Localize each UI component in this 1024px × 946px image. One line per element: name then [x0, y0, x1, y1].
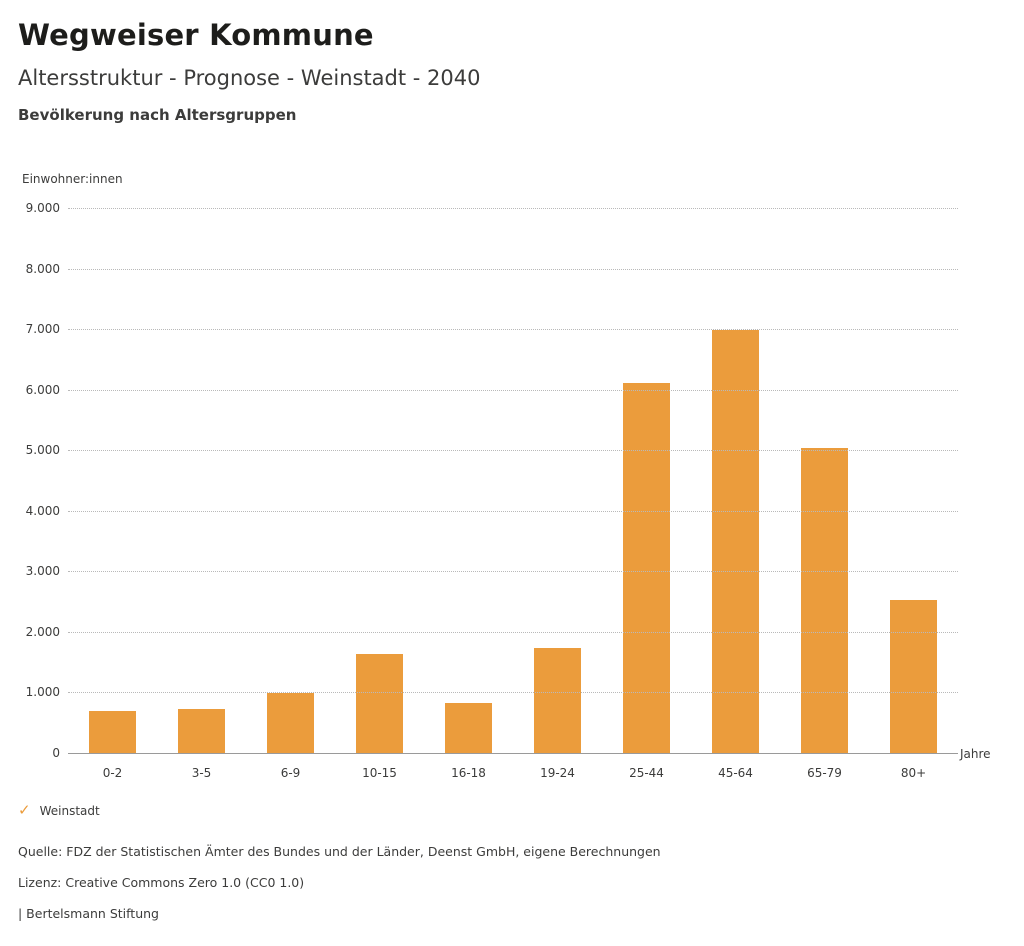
bar[interactable]	[712, 330, 759, 753]
x-tick-label: 0-2	[102, 766, 123, 780]
x-tick-label: 3-5	[191, 766, 212, 780]
bar[interactable]	[356, 654, 403, 753]
gridline	[68, 571, 958, 572]
y-axis-label: Einwohner:innen	[22, 172, 123, 186]
page-subtitle: Altersstruktur - Prognose - Weinstadt - 2040	[18, 66, 481, 90]
bar[interactable]	[890, 600, 937, 753]
y-tick-label: 0	[52, 746, 60, 760]
chart-section-title: Bevölkerung nach Altersgruppen	[18, 106, 297, 124]
x-tick-label: 65-79	[807, 766, 842, 780]
plot-area	[68, 208, 958, 753]
gridline	[68, 753, 958, 754]
legend-item-label: Weinstadt	[39, 803, 100, 818]
bar[interactable]	[534, 648, 581, 753]
y-tick-label: 5.000	[25, 443, 60, 458]
bar[interactable]	[623, 383, 670, 753]
publisher-note: | Bertelsmann Stiftung	[18, 906, 159, 921]
gridline	[68, 329, 958, 330]
gridline	[68, 269, 958, 270]
y-tick-label: 1.000	[25, 685, 60, 700]
source-note: Quelle: FDZ der Statistischen Ämter des Bundes und der Länder, Deenst GmbH, eigene Berechnungen	[18, 844, 661, 859]
gridline	[68, 692, 958, 693]
bar[interactable]	[267, 693, 314, 753]
y-tick-label: 3.000	[25, 564, 60, 579]
check-icon: ✓	[18, 801, 31, 819]
bar-series-weinstadt	[68, 208, 958, 753]
y-tick-label: 6.000	[25, 382, 60, 397]
x-tick-label: 16-18	[451, 766, 486, 780]
bar[interactable]	[178, 709, 225, 753]
y-tick-label: 7.000	[25, 322, 60, 337]
x-axis-label: Jahre	[960, 747, 991, 761]
gridline	[68, 390, 958, 391]
page-title: Wegweiser Kommune	[18, 18, 374, 52]
gridline	[68, 632, 958, 633]
license-note: Lizenz: Creative Commons Zero 1.0 (CC0 1.0)	[18, 875, 305, 890]
chart-legend[interactable]	[18, 803, 100, 818]
x-tick-label: 10-15	[362, 766, 397, 780]
y-tick-label: 4.000	[25, 503, 60, 518]
y-tick-label: 9.000	[25, 201, 60, 215]
bar[interactable]	[801, 448, 848, 753]
gridline	[68, 450, 958, 451]
x-tick-label: 45-64	[718, 766, 753, 780]
bar[interactable]	[445, 703, 492, 753]
y-tick-label: 2.000	[25, 624, 60, 639]
bar[interactable]	[89, 711, 136, 753]
gridline	[68, 208, 958, 209]
x-tick-label: 80+	[900, 766, 927, 780]
x-tick-label: 19-24	[540, 766, 575, 780]
x-tick-label: 6-9	[280, 766, 301, 780]
x-tick-label: 25-44	[629, 766, 664, 780]
gridline	[68, 511, 958, 512]
y-tick-label: 8.000	[25, 261, 60, 276]
